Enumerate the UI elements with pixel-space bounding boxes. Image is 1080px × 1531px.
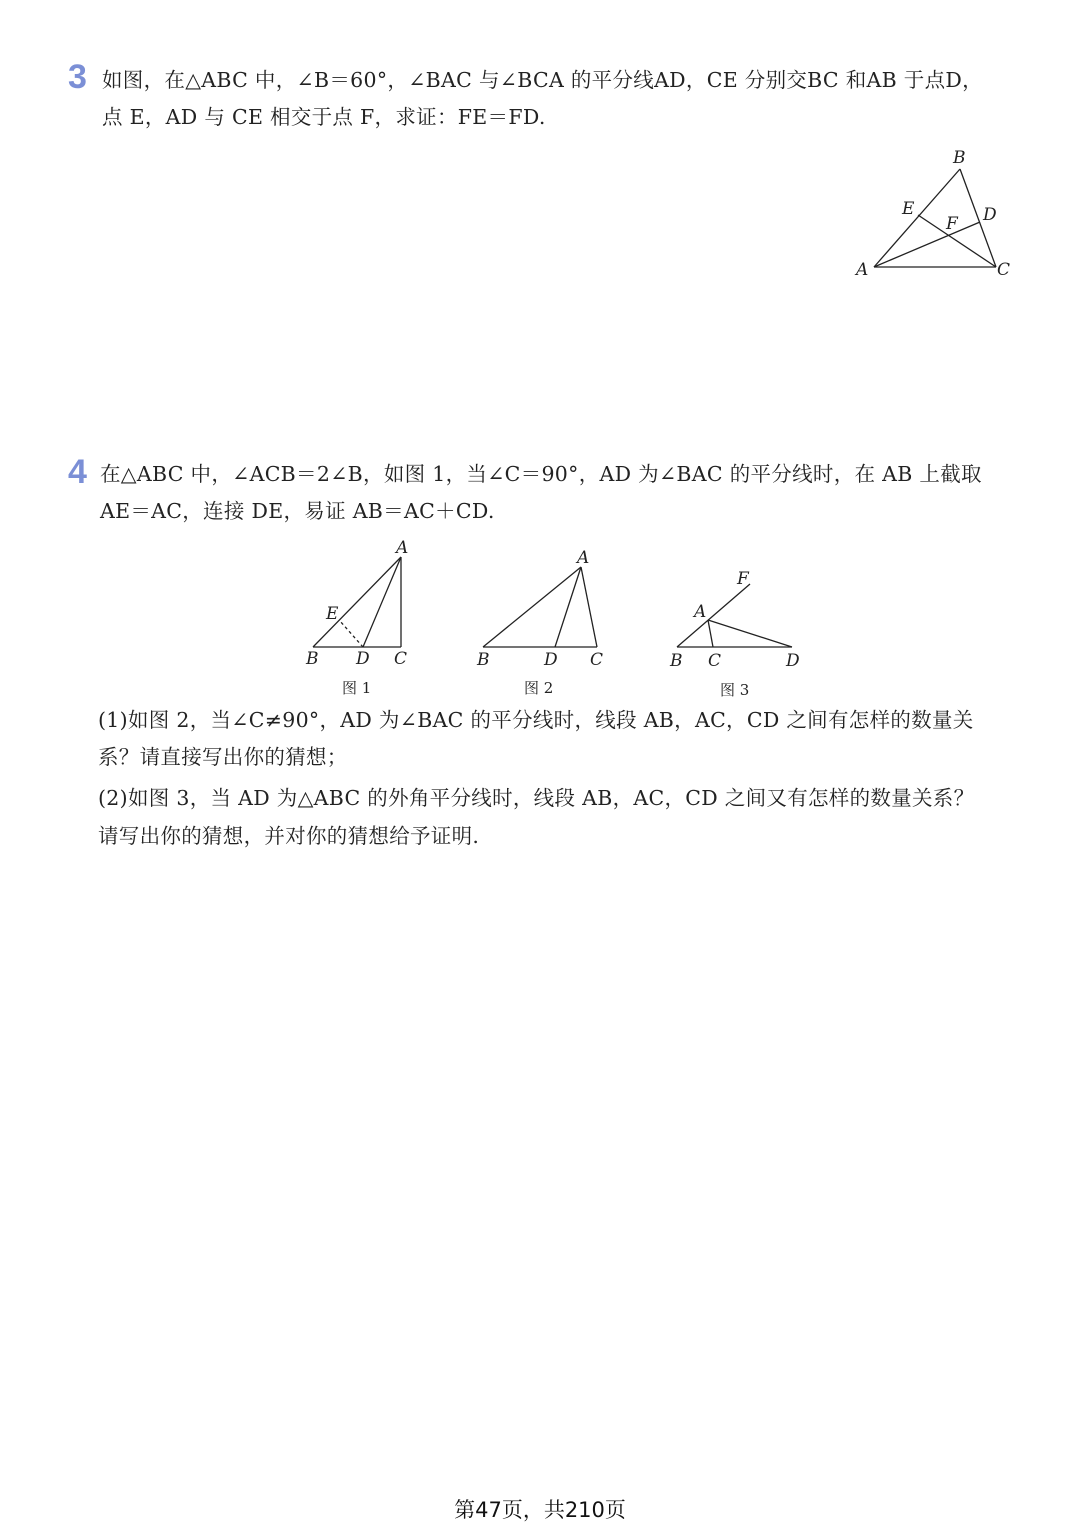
label-e: E bbox=[902, 199, 915, 219]
label-a: A bbox=[694, 602, 707, 622]
figure-3-caption: 图 3 bbox=[720, 681, 750, 699]
problem-4-part-2-line-1: (2)如图 3，当 AD 为△ABC 的外角平分线时，线段 AB，AC，CD 之间又有怎样的数量关系？ bbox=[98, 786, 975, 810]
problem-3-text-line-2: 点 E，AD 与 CE 相交于点 F，求证：FE＝FD. bbox=[102, 105, 546, 129]
label-d: D bbox=[356, 649, 370, 669]
page-footer: 第47页，共210页 bbox=[454, 1498, 626, 1522]
label-a: A bbox=[577, 548, 590, 568]
label-b: B bbox=[306, 649, 319, 669]
label-a: A bbox=[856, 260, 869, 280]
label-f: F bbox=[737, 569, 749, 589]
problem-3-figure bbox=[850, 145, 1020, 285]
figure-2-caption: 图 2 bbox=[524, 679, 554, 697]
segment-ad bbox=[874, 222, 980, 267]
problem-4-part-1-line-2: 系？请直接写出你的猜想； bbox=[98, 745, 348, 769]
problem-4-figure-2 bbox=[470, 543, 610, 673]
segment-ac bbox=[708, 620, 713, 647]
problem-4-figure-3 bbox=[660, 560, 810, 675]
segment-de-dashed bbox=[340, 621, 363, 647]
problem-3-text-line-1: 如图，在△ABC 中，∠B＝60°，∠BAC 与∠BCA 的平分线AD，CE 分别交BC 和AB 于点D， bbox=[102, 68, 983, 92]
segment-ad bbox=[555, 567, 581, 647]
problem-4-text-line-1: 在△ABC 中，∠ACB＝2∠B，如图 1，当∠C＝90°，AD 为∠BAC 的平分线时，在 AB 上截取 bbox=[100, 462, 982, 486]
problem-4-text-line-2: AE＝AC，连接 DE，易证 AB＝AC＋CD. bbox=[100, 499, 495, 523]
label-d: D bbox=[983, 205, 997, 225]
label-d: D bbox=[544, 650, 558, 670]
figure-1-caption: 图 1 bbox=[342, 679, 372, 697]
label-c: C bbox=[394, 649, 408, 669]
label-b: B bbox=[670, 651, 683, 671]
segment-bf bbox=[677, 584, 750, 647]
problem-4-part-1-line-1: (1)如图 2，当∠C≠90°，AD 为∠BAC 的平分线时，线段 AB，AC，CD 之间有怎样的数量关 bbox=[98, 708, 974, 732]
label-c: C bbox=[590, 650, 604, 670]
segment-ba bbox=[483, 567, 581, 647]
segment-ac bbox=[581, 567, 597, 647]
problem-4-figure-1 bbox=[300, 535, 420, 670]
problem-3-number: 3 bbox=[68, 58, 87, 96]
label-c: C bbox=[997, 260, 1011, 280]
problem-4-number: 4 bbox=[68, 453, 87, 491]
label-e: E bbox=[326, 604, 339, 624]
label-a: A bbox=[396, 538, 409, 558]
segment-ba bbox=[313, 557, 401, 647]
label-f: F bbox=[946, 214, 958, 234]
label-d: D bbox=[786, 651, 800, 671]
label-b: B bbox=[953, 148, 966, 168]
segment-ad bbox=[708, 620, 792, 647]
label-b: B bbox=[477, 650, 490, 670]
segment-ad bbox=[363, 557, 401, 647]
problem-4-part-2-line-2: 请写出你的猜想，并对你的猜想给予证明. bbox=[98, 824, 480, 848]
label-c: C bbox=[708, 651, 722, 671]
